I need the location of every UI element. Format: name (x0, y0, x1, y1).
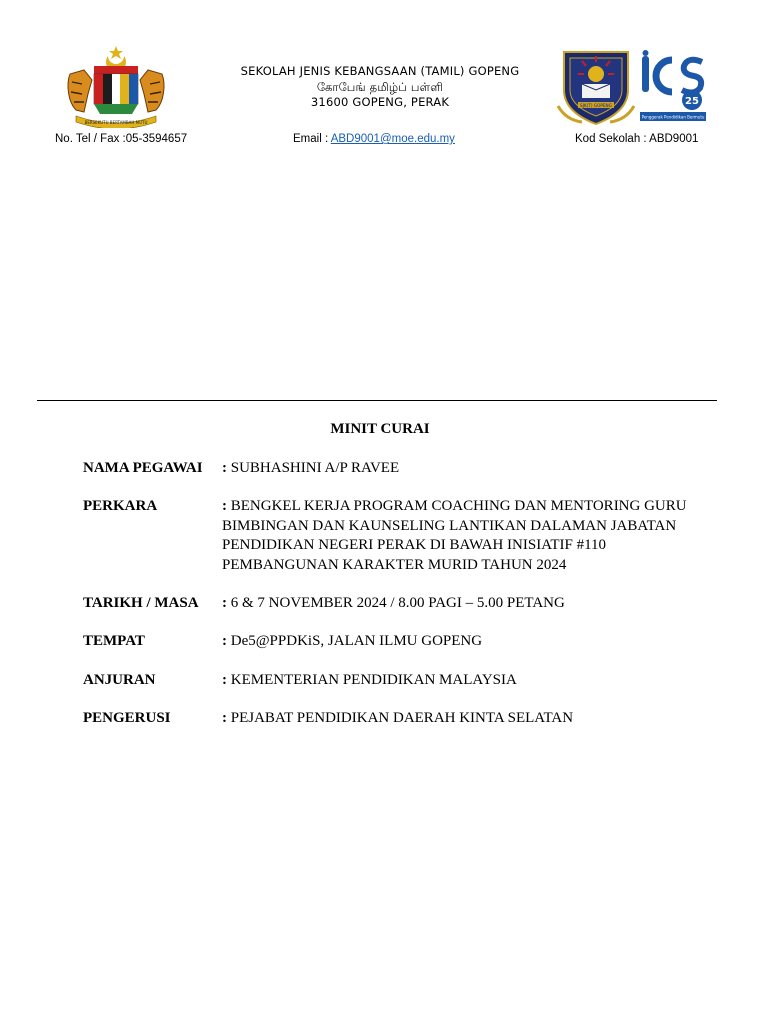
field-perkara: PERKARA : BENGKEL KERJA PROGRAM COACHING DAN MENTORING GURU BIMBINGAN DAN KAUNSELING LANTIKAN DALAMAN JABATAN PENDIDIKAN NEGERI PERAK DI BAWAH INISIATIF #110 PEMBANGUNAN KARAKTER MURID TAHUN 2024 (83, 498, 687, 573)
school-name-tamil: கோபேங் தமிழ்ப் பள்ளி (316, 79, 444, 94)
field-value: SUBHASHINI A/P RAVEE (230, 460, 400, 476)
svg-text:Penggerak Pendidikan Bermutu: Penggerak Pendidikan Bermutu (641, 114, 705, 120)
field-nama-pegawai: NAMA PEGAWAI : SUBHASHINI A/P RAVEE (83, 459, 713, 479)
school-header (200, 64, 560, 111)
email-label: Email : (293, 133, 331, 145)
field-label: NAMA PEGAWAI (83, 460, 203, 476)
field-label: TEMPAT (83, 633, 145, 649)
ics-25-logo (640, 50, 706, 122)
field-label: ANJURAN (83, 672, 156, 688)
contact-email (293, 133, 455, 145)
field-label: TARIKH / MASA (83, 595, 199, 611)
field-anjuran: ANJURAN : KEMENTERIAN PENDIDIKAN MALAYSIA (83, 671, 713, 691)
email-link[interactable]: ABD9001@moe.edu.my (330, 133, 455, 145)
field-value: BENGKEL KERJA PROGRAM COACHING DAN MENTORING GURU BIMBINGAN DAN KAUNSELING LANTIKAN DALAMAN JABATAN PENDIDIKAN NEGERI PERAK DI BAWAH INISIATIF #110 PEMBANGUNAN KARAKTER MURID TAHUN 2024 (222, 498, 687, 573)
svg-text:SJK(T) GOPENG: SJK(T) GOPENG (580, 103, 612, 108)
field-value: KEMENTERIAN PENDIDIKAN MALAYSIA (230, 672, 517, 688)
field-value: De5@PPDKiS, JALAN ILMU GOPENG (230, 633, 483, 649)
contact-tel: No. Tel / Fax :05-3594657 (55, 133, 188, 145)
field-label: PERKARA (83, 498, 158, 514)
field-value: PEJABAT PENDIDIKAN DAERAH KINTA SELATAN (230, 710, 574, 726)
school-badge-logo (556, 46, 636, 126)
malaysia-coat-of-arms-logo (62, 44, 170, 128)
field-pengerusi: PENGERUSI : PEJABAT PENDIDIKAN DAERAH KINTA SELATAN (83, 709, 713, 729)
school-name: SEKOLAH JENIS KEBANGSAAN (TAMIL) GOPENG (240, 64, 520, 78)
field-label: PENGERUSI (83, 710, 171, 726)
svg-text:BERSEKUTU BERTAMBAH MUTU: BERSEKUTU BERTAMBAH MUTU (84, 120, 148, 125)
school-address: 31600 GOPENG, PERAK (310, 95, 450, 109)
field-value: 6 & 7 NOVEMBER 2024 / 8.00 PAGI – 5.00 PETANG (230, 595, 565, 611)
svg-text:25: 25 (685, 96, 699, 107)
document-title: MINIT CURAI (330, 421, 430, 437)
kod-sekolah: Kod Sekolah : ABD9001 (575, 133, 699, 145)
field-tarikh-masa: TARIKH / MASA : 6 & 7 NOVEMBER 2024 / 8.00 PAGI – 5.00 PETANG (83, 594, 713, 614)
field-tempat: TEMPAT : De5@PPDKiS, JALAN ILMU GOPENG (83, 632, 713, 652)
header-divider (37, 400, 717, 401)
